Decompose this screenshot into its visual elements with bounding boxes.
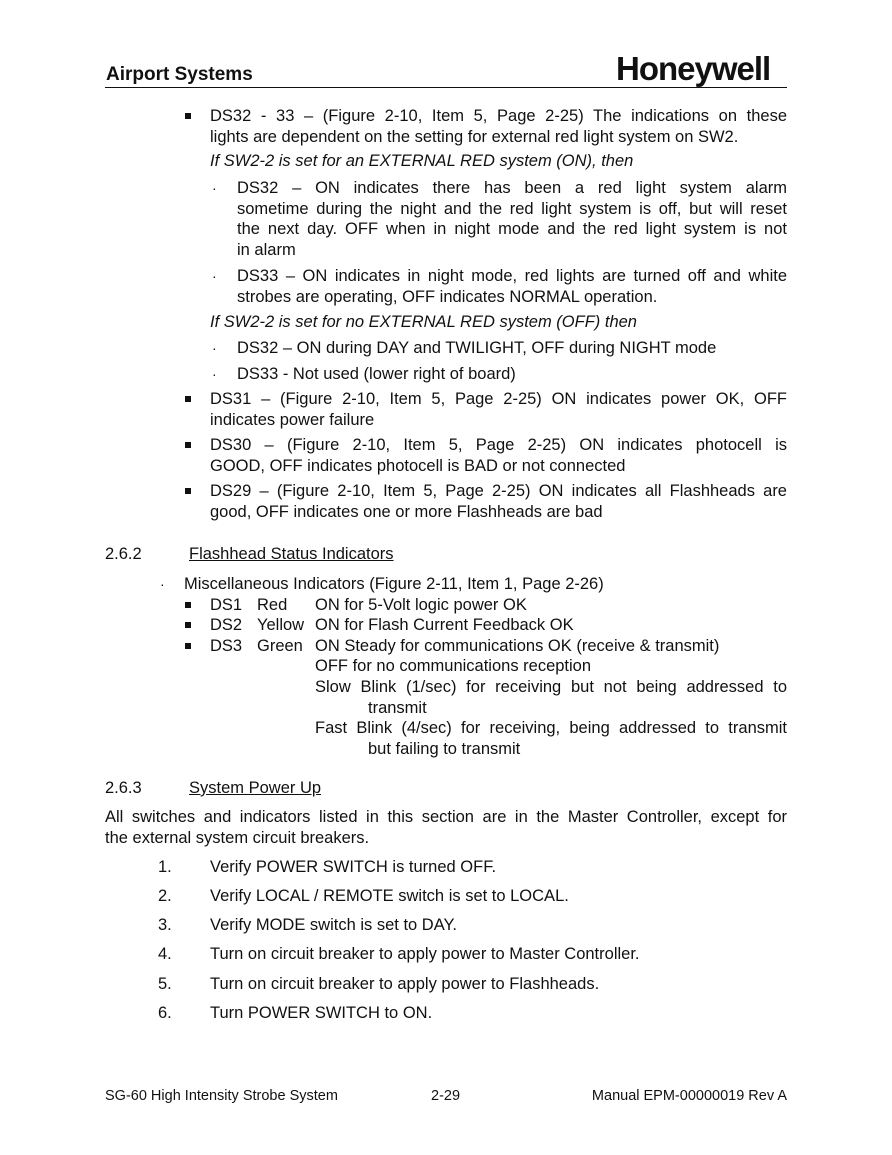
footer-page-number: 2-29 [431,1088,461,1104]
ds3-desc: ON Steady for communications OK (receive & transmit) [315,637,720,655]
bullet-square-icon [185,602,191,608]
power-up-intro-1: All switches and indicators listed in this section are in the Master Controller, except for [105,808,787,826]
header-rule [105,87,787,88]
ds3-color: Green [257,637,303,655]
off-ds33: DS33 - Not used (lower right of board) [237,365,516,383]
step-text: Verify MODE switch is set to DAY. [210,916,457,934]
honeywell-logo: Honeywell [616,50,771,87]
ds31-line-1: DS31 – (Figure 2-10, Item 5, Page 2-25) ON indicates power OK, OFF [210,390,787,408]
ds1-color: Red [257,596,288,614]
ds3-slow-blink-2: transmit [368,699,427,717]
step-text: Verify POWER SWITCH is turned OFF. [210,858,497,876]
on-ds32-line-2: sometime during the night and the red light system is off, but will reset [237,200,787,218]
section-title-system-power-up: System Power Up [189,779,322,797]
bullet-square-icon [185,396,191,402]
section-number-2-6-2: 2.6.2 [105,545,142,563]
ds2-id: DS2 [210,616,243,634]
bullet-dot-icon: · [212,268,217,284]
bullet-square-icon [185,442,191,448]
bullet-dot-icon: · [212,366,217,382]
on-ds33-line-2: strobes are operating, OFF indicates NORMAL operation. [237,288,658,306]
section-title-flashhead-status: Flashhead Status Indicators [189,545,394,563]
ds32-33-line-2: lights are dependent on the setting for external red light system on SW2. [210,128,739,146]
header-section-title: Airport Systems [106,64,253,85]
misc-indicators: Miscellaneous Indicators (Figure 2-11, Item 1, Page 2-26) [184,575,604,593]
ds3-id: DS3 [210,637,243,655]
step-text: Turn on circuit breaker to apply power to Master Controller. [210,945,640,963]
step-number: 2. [158,887,172,905]
section-number-2-6-3: 2.6.3 [105,779,142,797]
footer-manual-id: Manual EPM-00000019 Rev A [591,1088,787,1104]
step-text: Turn on circuit breaker to apply power to Flashheads. [210,975,600,993]
bullet-square-icon [185,643,191,649]
step-number: 5. [158,975,172,993]
bullet-dot-icon: · [160,576,165,592]
step-number: 4. [158,945,172,963]
footer-product: SG-60 High Intensity Strobe System [105,1088,338,1104]
ds30-line-2: GOOD, OFF indicates photocell is BAD or not connected [210,457,626,475]
step-number: 3. [158,916,172,934]
ds32-33-line-1: DS32 - 33 – (Figure 2-10, Item 5, Page 2-25) The indications on these [210,107,787,125]
ds29-line-2: good, OFF indicates one or more Flashheads are bad [210,503,603,521]
ds1-id: DS1 [210,596,243,614]
bullet-square-icon [185,622,191,628]
on-ds33-line-1: DS33 – ON indicates in night mode, red lights are turned off and white [237,267,787,285]
ds2-desc: ON for Flash Current Feedback OK [315,616,574,634]
step-number: 6. [158,1004,172,1022]
ds3-fast-blink-1: Fast Blink (4/sec) for receiving, being addressed to transmit [315,719,787,737]
ds31-line-2: indicates power failure [210,411,375,429]
ds1-desc: ON for 5-Volt logic power OK [315,596,527,614]
power-up-intro-2: the external system circuit breakers. [105,829,370,847]
bullet-square-icon [185,488,191,494]
condition-external-red-on: If SW2-2 is set for an EXTERNAL RED system (ON), then [210,152,634,170]
off-ds32: DS32 – ON during DAY and TWILIGHT, OFF during NIGHT mode [237,339,717,357]
bullet-square-icon [185,113,191,119]
ds2-color: Yellow [257,616,305,634]
condition-external-red-off: If SW2-2 is set for no EXTERNAL RED system (OFF) then [210,313,637,331]
ds29-line-1: DS29 – (Figure 2-10, Item 5, Page 2-25) ON indicates all Flashheads are [210,482,787,500]
ds3-off-desc: OFF for no communications reception [315,657,592,675]
step-text: Turn POWER SWITCH to ON. [210,1004,433,1022]
bullet-dot-icon: · [212,180,217,196]
step-text: Verify LOCAL / REMOTE switch is set to LOCAL. [210,887,569,905]
bullet-dot-icon: · [212,340,217,356]
ds3-slow-blink-1: Slow Blink (1/sec) for receiving but not being addressed to [315,678,787,696]
on-ds32-line-1: DS32 – ON indicates there has been a red light system alarm [237,179,787,197]
ds30-line-1: DS30 – (Figure 2-10, Item 5, Page 2-25) ON indicates photocell is [210,436,787,454]
step-number: 1. [158,858,172,876]
on-ds32-line-3: the next day. OFF when in night mode and the red light system is not [237,220,787,238]
ds3-fast-blink-2: but failing to transmit [368,740,521,758]
on-ds32-line-4: in alarm [237,241,296,259]
